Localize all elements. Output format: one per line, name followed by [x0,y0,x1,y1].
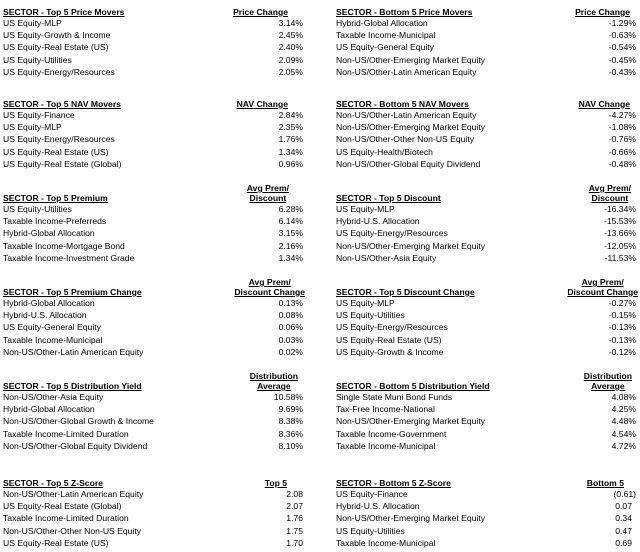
sector-value: -0.13% [608,334,636,345]
column-header-line2: Discount Change [567,287,638,297]
sector-value: -1.08% [608,122,636,133]
table-header [3,4,303,17]
top-premium-table [3,181,303,264]
sector-name: US Equity-General Equity [336,42,434,53]
sector-name: Non-US/Other-Global Equity Dividend [3,440,148,451]
table-row [3,403,303,415]
sector-value: 2.05% [278,66,303,77]
table-header [336,96,636,109]
sector-value: 9.69% [278,404,303,415]
sector-value: -11.53% [604,252,636,263]
sector-value: -16.34% [603,204,636,214]
table-row [3,309,303,321]
top-nav-movers-table [3,96,303,170]
table-header [3,275,303,297]
table-row [3,215,303,227]
sector-value: -0.43% [608,66,636,77]
table-row [3,66,303,78]
sector-value: -4.27% [608,110,636,120]
table-title: SECTOR - Top 5 Premium Change [3,287,142,297]
sector-name: US Equity-Growth & Income [3,30,111,41]
sector-name: Taxable Income-Mortgage Bond [3,240,125,251]
column-header-line1: Avg Prem/ [248,277,291,287]
sector-name: US Equity-MLP [336,298,395,308]
sector-value: 1.76 [286,513,303,524]
sector-name: Non-US/Other-Latin American Equity [336,110,477,120]
sector-value: 0.69 [615,537,632,548]
table-header [336,369,636,391]
sector-value: 2.16% [278,240,303,251]
table-row [3,297,303,309]
sector-name: Taxable Income-Municipal [3,334,103,345]
sector-value: -15.53% [603,216,636,227]
sector-value: 0.47 [615,525,632,536]
sector-name: Non-US/Other-Global Growth & Income [3,416,154,427]
table-row [336,240,636,252]
sector-value: 0.96% [278,158,303,169]
table-row [336,391,636,403]
sector-value: -1.29% [608,18,636,28]
sector-name: Taxable Income-Preferreds [3,216,107,227]
table-row [3,252,303,264]
sector-value: 4.48% [611,416,636,427]
sector-value: 2.35% [278,122,303,133]
sector-name: Non-US/Other-Other Non-US Equity [3,525,142,536]
table-header [3,475,303,488]
sector-name: Hybrid-Global Allocation [3,298,95,308]
sector-value: 4.25% [611,404,636,415]
table-row [3,537,303,549]
sector-name: US Equity-Real Estate (US) [3,42,109,53]
column-header-line1: Distribution [583,371,632,381]
sector-value: 0.34 [615,513,632,524]
sector-name: Taxable Income-Limited Duration [3,513,129,524]
sector-value: 3.14% [278,18,303,28]
sector-name: Non-US/Other-Global Equity Dividend [336,158,481,169]
table-row [336,415,636,427]
table-row [336,321,636,333]
sector-value: 1.34% [278,252,303,263]
sector-name: Tax-Free Income-National [336,404,435,415]
sector-name: US Equity-Utilities [336,310,405,321]
sector-name: Non-US/Other-Emerging Market Equity [336,122,486,133]
table-title: SECTOR - Bottom 5 Distribution Yield [336,381,490,391]
table-header [336,275,636,297]
sector-name: Taxable Income-Limited Duration [3,428,129,439]
sector-name: Taxable Income-Municipal [336,537,436,548]
column-header: Top 5 [264,478,287,488]
table-title: SECTOR - Top 5 Distribution Yield [3,381,142,391]
column-header [247,183,289,203]
sector-name: Non-US/Other-Latin American Equity [3,489,144,499]
sector-value: -0.12% [608,346,636,357]
table-row [336,215,636,227]
sector-name: Taxable Income-Municipal [336,440,436,451]
column-header-line1: Avg Prem/ [588,183,631,193]
table-title: SECTOR - Top 5 Premium [3,193,108,203]
table-row [3,512,303,524]
column-header-line1: Distribution [249,371,298,381]
sector-name: US Equity-Growth & Income [336,346,444,357]
column-header [589,183,631,203]
column-header-line2: Average [591,381,625,391]
sector-name: Hybrid-Global Allocation [336,18,428,28]
table-row [336,309,636,321]
table-row [3,440,303,452]
sector-value: 2.08 [286,489,303,499]
sector-name: US Equity-Finance [3,110,75,120]
sector-value: 8.10% [278,440,303,451]
table-row [336,29,636,41]
sector-value: 0.03% [278,334,303,345]
column-header-line2: Discount [249,193,287,203]
column-header: NAV Change [578,99,630,109]
sector-value: 8.36% [278,428,303,439]
sector-value: -0.27% [608,298,636,308]
sector-name: US Equity-Utilities [336,525,405,536]
sector-value: 1.70 [286,537,303,548]
sector-name: US Equity-Real Estate (Global) [3,501,122,512]
table-row [336,346,636,358]
sector-name: US Equity-Energy/Resources [3,66,115,77]
sector-value: 0.06% [278,322,303,333]
sector-value: 3.15% [278,228,303,239]
sector-value: -0.48% [608,158,636,169]
column-header: Price Change [233,7,288,17]
bottom-z-score-table [336,475,636,549]
bottom-nav-movers-table [336,96,636,170]
table-row [3,415,303,427]
sector-name: US Equity-Utilities [3,204,72,214]
sector-value: (0.61) [613,489,636,499]
sector-name: Non-US/Other-Emerging Market Equity [336,54,486,65]
bottom-price-movers-table [336,4,636,78]
column-header-line1: Avg Prem/ [581,277,624,287]
table-row [336,512,636,524]
table-row [3,29,303,41]
table-row [3,203,303,215]
table-row [3,121,303,133]
sector-name: Non-US/Other-Asia Equity [336,252,437,263]
sector-value: 4.08% [611,392,636,402]
sector-value: 6.28% [278,204,303,214]
sector-value: -0.15% [608,310,636,321]
table-row [3,17,303,29]
sector-value: 0.13% [278,298,303,308]
sector-name: Hybrid-U.S. Allocation [3,310,87,321]
sector-value: 1.75 [286,525,303,536]
sector-name: Single State Muni Bond Funds [336,392,453,402]
table-title: SECTOR - Top 5 Discount Change [336,287,475,297]
table-row [3,525,303,537]
column-header-line2: Discount [591,193,629,203]
table-title: SECTOR - Top 5 Discount [336,193,441,203]
sector-value: 2.07 [286,501,303,512]
table-header [3,369,303,391]
sector-name: US Equity-Real Estate (Global) [3,158,122,169]
top-discount-table [336,181,636,264]
table-row [336,537,636,549]
table-row [336,440,636,452]
table-row [336,66,636,78]
table-row [336,133,636,145]
sector-value: 1.34% [278,146,303,157]
sector-name: Taxable Income-Investment Grade [3,252,135,263]
sector-name: US Equity-Utilities [3,54,72,65]
sector-value: 2.09% [278,54,303,65]
sector-name: Non-US/Other-Emerging Market Equity [336,416,486,427]
table-row [336,525,636,537]
sector-value: 2.84% [278,110,303,120]
table-row [3,346,303,358]
table-row [3,146,303,158]
column-header [234,277,305,297]
sector-name: US Equity-MLP [3,18,62,28]
sector-value: 4.54% [611,428,636,439]
table-row [3,41,303,53]
table-row [336,403,636,415]
table-row [3,158,303,170]
sector-name: Hybrid-Global Allocation [3,404,95,415]
table-row [336,297,636,309]
top-distribution-yield-table [3,369,303,452]
table-row [336,488,636,500]
table-row [336,227,636,239]
sector-value: 0.02% [278,346,303,357]
column-header-line1: Avg Prem/ [246,183,289,193]
sector-name: US Equity-Real Estate (US) [3,146,109,157]
sector-value: 2.45% [278,30,303,41]
sector-name: Non-US/Other-Latin American Equity [336,66,477,77]
sector-value: -0.13% [608,322,636,333]
table-title: SECTOR - Bottom 5 Z-Score [336,478,451,488]
table-row [3,109,303,121]
sector-value: -12.05% [603,240,636,251]
sector-value: 0.07 [615,501,632,512]
sector-value: 2.40% [278,42,303,53]
sector-name: Non-US/Other-Other Non-US Equity [336,134,475,145]
sector-value: -0.45% [608,54,636,65]
sector-value: 0.08% [278,310,303,321]
sector-name: Hybrid-U.S. Allocation [336,216,420,227]
column-header-line2: Average [257,381,291,391]
table-row [3,321,303,333]
table-header [3,181,303,203]
sector-value: 6.14% [278,216,303,227]
table-row [336,252,636,264]
column-header [567,277,638,297]
sector-value: -0.66% [608,146,636,157]
table-title: SECTOR - Top 5 Z-Score [3,478,103,488]
column-header: Price Change [575,7,630,17]
table-header [336,4,636,17]
table-title: SECTOR - Bottom 5 NAV Movers [336,99,469,109]
sector-value: -0.76% [608,134,636,145]
sector-name: US Equity-Real Estate (US) [3,537,109,548]
table-row [3,500,303,512]
table-row [336,500,636,512]
top-premium-change-table [3,275,303,358]
column-header: NAV Change [236,99,288,109]
sector-name: US Equity-Finance [336,489,408,499]
table-row [336,428,636,440]
sector-name: Non-US/Other-Latin American Equity [3,346,144,357]
table-row [3,488,303,500]
table-row [336,41,636,53]
sector-name: Non-US/Other-Emerging Market Equity [336,240,486,251]
sector-name: US Equity-Real Estate (US) [336,334,442,345]
column-header-line2: Discount Change [234,287,305,297]
sector-name: Hybrid-U.S. Allocation [336,501,420,512]
table-header [336,475,636,488]
top-discount-change-table [336,275,636,358]
table-row [336,158,636,170]
table-title: SECTOR - Bottom 5 Price Movers [336,7,473,17]
bottom-distribution-yield-table [336,369,636,452]
sector-name: US Equity-MLP [3,122,62,133]
sector-value: 4.72% [611,440,636,451]
sector-name: US Equity-MLP [336,204,395,214]
table-row [3,133,303,145]
sector-name: Taxable Income-Government [336,428,447,439]
table-row [3,428,303,440]
sector-name: US Equity-Energy/Resources [336,322,448,333]
sector-name: Non-US/Other-Emerging Market Equity [336,513,486,524]
sector-value: -0.54% [608,42,636,53]
table-row [3,227,303,239]
column-header [250,371,298,391]
table-row [3,54,303,66]
table-row [336,334,636,346]
table-header [3,96,303,109]
sector-name: US Equity-Energy/Resources [3,134,115,145]
sector-value: 1.76% [278,134,303,145]
sector-name: Non-US/Other-Asia Equity [3,392,104,402]
column-header [584,371,632,391]
table-row [336,203,636,215]
table-row [3,391,303,403]
top-price-movers-table [3,4,303,78]
table-row [336,146,636,158]
column-header: Bottom 5 [586,478,624,488]
table-row [336,54,636,66]
sector-name: Hybrid-Global Allocation [3,228,95,239]
table-row [3,334,303,346]
sector-value: -13.66% [603,228,636,239]
table-header [336,181,636,203]
sector-name: Taxable Income-Municipal [336,30,436,41]
sector-value: 10.58% [273,392,303,402]
sector-name: US Equity-Health/Biotech [336,146,433,157]
table-title: SECTOR - Top 5 NAV Movers [3,99,121,109]
table-row [336,109,636,121]
sector-name: US Equity-General Equity [3,322,101,333]
table-row [336,121,636,133]
table-row [3,240,303,252]
top-z-score-table [3,475,303,549]
sector-value: 8.38% [278,416,303,427]
table-row [336,17,636,29]
table-title: SECTOR - Top 5 Price Movers [3,7,125,17]
sector-value: -0.63% [608,30,636,41]
sector-name: US Equity-Energy/Resources [336,228,448,239]
